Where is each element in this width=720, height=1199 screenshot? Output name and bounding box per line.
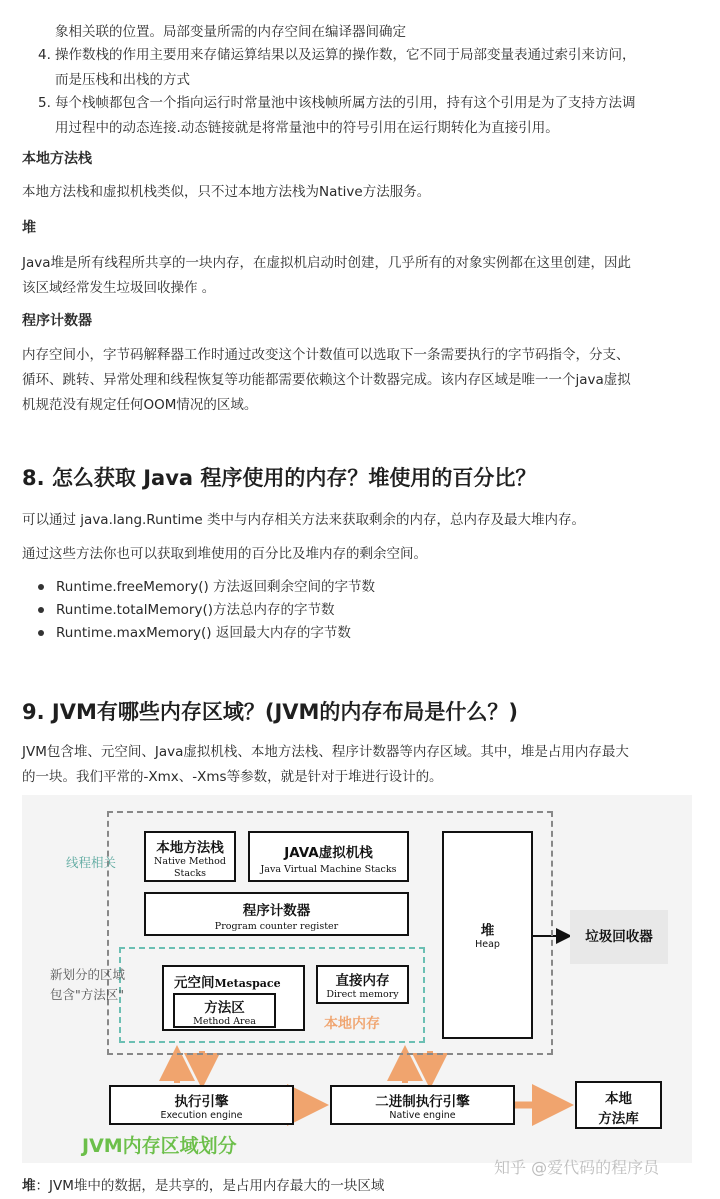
jvm-memory-diagram <box>22 795 692 1177</box>
list-item: Runtime.freeMemory() 方法返回剩余空间的字节数 <box>56 579 376 595</box>
heap-heading: 堆 <box>22 220 36 236</box>
diagram-caption: JVM内存区域划分 <box>82 1135 237 1157</box>
section-8-p1: 可以通过 java.lang.Runtime 类中与内存相关方法来获取剩余的内存，总内存及最大堆内存。 <box>22 512 585 528</box>
list-item: Runtime.totalMemory()方法总内存的字节数 <box>56 602 335 618</box>
heap-text: Java堆是所有线程所共享的一块内存，在虚拟机启动时创建，几乎所有的对象实例都在这里创建，因此 该区域经常发生垃圾回收操作 。 <box>22 255 632 296</box>
garbage-collector-box: 垃圾回收器 <box>570 910 668 964</box>
section-8-title: 8. 怎么获取 Java 程序使用的内存？堆使用的百分比？ <box>22 466 537 490</box>
list-item: Runtime.maxMemory() 返回最大内存的字节数 <box>56 625 351 641</box>
list-item: 每个栈帧都包含一个指向运行时常量池中该栈帧所属方法的引用，持有这个引用是为了支持方法调 用过程中的动态连接.动态链接就是将常量池中的符号引用在运行期转化为直接引用。 <box>55 95 636 136</box>
watermark: 知乎 @爱代码的程序员 <box>494 1158 660 1177</box>
pc-text: 内存空间小，字节码解释器工作时通过改变这个计数值可以选取下一条需要执行的字节码指令，分支、 循环、跳转、异常处理和线程恢复等功能都需要依赖这个计数器完成。该内存区域是唯一一个java虚拟 机规范没有规定任何OOM情况的区域。 <box>22 347 631 413</box>
native-method-stack-box: 本地方法栈 Native Method Stacks <box>144 831 236 882</box>
execution-engine-box: 执行引擎 Execution engine <box>109 1085 294 1125</box>
native-library-box: 本地 方法库 <box>575 1081 662 1129</box>
native-stack-heading: 本地方法栈 <box>22 151 92 167</box>
list-number: 4. <box>38 47 51 63</box>
list-number: 5. <box>38 95 51 111</box>
local-memory-label: 本地内存 <box>324 1016 380 1032</box>
jvm-stack-box: JAVA虚拟机栈 Java Virtual Machine Stacks <box>248 831 409 882</box>
method-area-box: 方法区 Method Area <box>173 993 276 1028</box>
metaspace-box: 元空间Metaspace <box>162 965 305 1031</box>
direct-memory-box: 直接内存 Direct memory <box>316 965 409 1004</box>
native-engine-box: 二进制执行引擎 Native engine <box>330 1085 515 1125</box>
bullet-dot <box>38 630 44 636</box>
section-9-title: 9. JVM有哪些内存区域？(JVM的内存布局是什么？) <box>22 700 519 724</box>
pc-heading: 程序计数器 <box>22 313 92 329</box>
new-area-label: 新划分的区域 包含"方法区" <box>50 967 126 1002</box>
heap-summary: 堆：JVM堆中的数据，是共享的，是占用内存最大的一块区域 <box>22 1178 385 1194</box>
bullet-dot <box>38 584 44 590</box>
bullet-dot <box>38 607 44 613</box>
section-9-text: JVM包含堆、元空间、Java虚拟机栈、本地方法栈、程序计数器等内存区域。其中，堆是占用内存最大 的一块。我们平常的-Xmx、-Xms等参数，就是针对于堆进行设计的。 <box>22 744 629 785</box>
section-8-p2: 通过这些方法你也可以获取到堆使用的百分比及堆内存的剩余空间。 <box>22 546 427 562</box>
native-stack-text: 本地方法栈和虚拟机栈类似，只不过本地方法栈为Native方法服务。 <box>22 184 431 200</box>
list-continuation: 象相关联的位置。局部变量所需的内存空间在编译器间确定 <box>55 24 406 40</box>
program-counter-box: 程序计数器 Program counter register <box>144 892 409 936</box>
heap-box: 堆 Heap <box>442 831 533 1039</box>
thread-label: 线程相关 <box>66 855 117 870</box>
list-item: 操作数栈的作用主要用来存储运算结果以及运算的操作数，它不同于局部变量表通过索引来访问， 而是压栈和出栈的方式 <box>55 47 636 88</box>
